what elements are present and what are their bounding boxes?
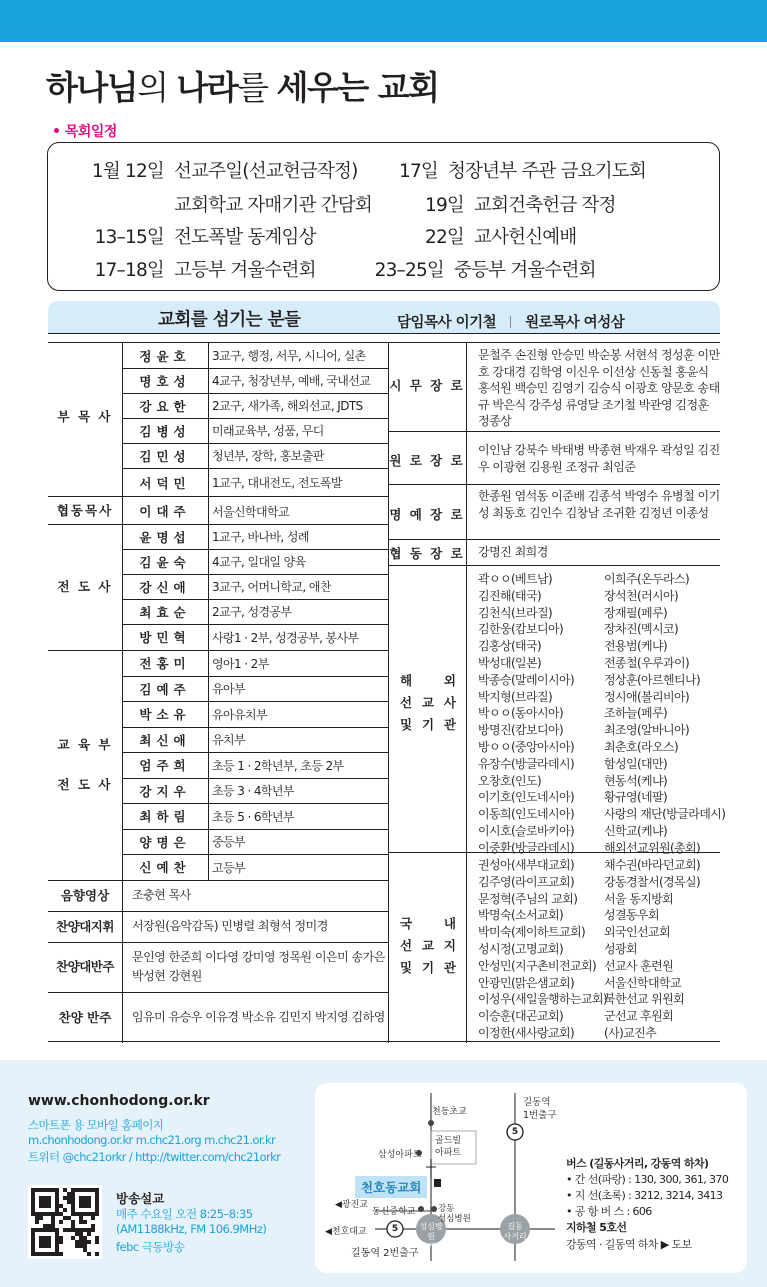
broadcast-title: 방송설교	[116, 1191, 165, 1206]
list-item: 정시애(볼리비아)	[604, 689, 690, 704]
staff-name: 방민혁	[139, 630, 191, 645]
list-item: 이성우(새일울행하는교회)	[478, 992, 608, 1007]
staff-role: 4교구, 청장년부, 예배, 국내선교	[212, 374, 371, 388]
staff-role: 1교구, 바나바, 성례	[212, 530, 309, 544]
list-item: 방명진(캄보디아)	[478, 723, 564, 738]
list-item: 신학교(케냐)	[604, 823, 668, 838]
list-item: 오창호(인도)	[478, 773, 542, 788]
subway-info: 지하철 5호선 강동역 · 길동역 하차 ▶ 도보	[566, 1221, 692, 1251]
divider	[48, 911, 388, 912]
map-label: ◀천호대교	[325, 1227, 367, 1237]
honorary-elders-content: 한종원 염석동 이준배 김종석 박영수 유병철 이기성 최동호 김인수 김창남 조귀환 김정년 이종성	[478, 489, 720, 520]
staff-role: 유치부	[212, 733, 245, 747]
list-item: 황규영(네팔)	[604, 790, 668, 805]
divider	[122, 701, 388, 702]
list-item: 장재필(페루)	[604, 605, 668, 620]
divider	[388, 343, 389, 1043]
schedule-box	[47, 142, 720, 291]
divider	[122, 676, 388, 677]
twitter-link[interactable]: 트위터 @chc21orkr / http://twitter.com/chc21orkr	[28, 1150, 281, 1164]
staff-role: 2교구, 성경공부	[212, 605, 292, 619]
divider	[48, 650, 388, 651]
staff-name: 신예찬	[139, 860, 191, 875]
list-item: 성결동우회	[604, 908, 659, 923]
list-item: 안성민(지구촌비전교회)	[478, 958, 597, 973]
schedule-label: • 목회일정	[52, 124, 117, 140]
list-item: 전종철(우루과이)	[604, 655, 690, 670]
divider	[122, 778, 388, 779]
staff-name: 강지우	[139, 783, 191, 799]
title-part1: 하나님	[46, 68, 138, 107]
mobile-title: 스마트폰 용 모바일 홈페이지	[28, 1118, 164, 1132]
staff-name: 윤명섭	[139, 529, 191, 545]
map-label: 길동역 1번출구	[523, 1097, 557, 1121]
list-item: 최춘호(라오스)	[604, 739, 679, 754]
divider	[122, 624, 388, 625]
schedule-item: 19일 교회건축헌금 작정	[424, 195, 616, 216]
staff-name: 정윤호	[139, 348, 191, 364]
map-exit-number: 5	[391, 1224, 399, 1234]
list-item: 곽ㅇㅇ(베트남)	[478, 572, 553, 586]
divider	[388, 484, 720, 485]
mobile-urls[interactable]: m.chonhodong.or.kr m.chc21.org m.chc21.or.kr	[28, 1133, 276, 1147]
divider	[466, 343, 467, 1043]
divider	[208, 343, 209, 880]
schedule-item: 17–18일 고등부 겨울수련회	[94, 260, 316, 281]
list-item: 전용범(케냐)	[604, 639, 668, 654]
list-item: 이동희(인도네시아)	[478, 807, 575, 822]
bus-info: 버스 (길동사거리, 강동역 하차) • 간 선(파랑) : 130, 300, 361, 370 • 지 선(초록) : 3212, 3214, 3413 • 공 항 버 스 : 606	[566, 1157, 729, 1218]
list-item: 서울신학대학교	[604, 975, 681, 990]
divider	[122, 829, 388, 830]
divider	[122, 854, 388, 855]
list-item: 선교사 훈련원	[604, 958, 674, 973]
list-item: 사랑의 재단(방글라데시)	[604, 807, 726, 822]
list-item: 현동석(케냐)	[604, 773, 668, 788]
category-choir-directors: 찬양대지휘	[56, 918, 114, 934]
list-item: 조하늘(페루)	[604, 706, 668, 721]
list-item: 외국인선교회	[604, 925, 670, 940]
list-item: 박성대(일본)	[478, 655, 542, 670]
category-choir-accompanists: 찬양대반주	[56, 959, 114, 974]
staff-name: 김윤숙	[139, 554, 191, 570]
staff-role: 3교구, 어머니학교, 애찬	[212, 580, 331, 594]
divider	[122, 752, 388, 753]
broadcast-time: 매주 수요일 오전 8:25–8:35	[116, 1207, 253, 1221]
list-item: 이중환(방글라데시)	[478, 840, 575, 855]
schedule-item: 22일 교사헌신예배	[424, 227, 577, 248]
list-item: 박종승(말레이시아)	[478, 672, 575, 687]
staff-name: 엄주희	[139, 758, 191, 773]
music-video-content: 조충현 목사	[132, 888, 191, 902]
map-label: ◀광진교	[335, 1200, 369, 1210]
staff-role: 유아부	[212, 682, 245, 696]
map-label: 골드빌 아파트	[435, 1136, 462, 1158]
schedule-item: 17일 청장년부 주관 금요기도회	[398, 161, 646, 182]
cooperating-elders-content: 강명진 최희경	[478, 545, 548, 559]
list-item: 박지형(브라질)	[478, 689, 553, 704]
category-cooperating-pastor: 협동목사	[56, 503, 114, 518]
staff-name: 강신애	[139, 579, 191, 595]
divider	[122, 343, 123, 1043]
staff-name: 김민성	[139, 448, 191, 464]
staff-name: 최하림	[139, 809, 191, 824]
active-elders-content: 문철주 손진형 안승민 박순봉 서현석 정성훈 이만호 강대경 김학영 이신우 이선상 신동철 홍윤식 홍석원 백승민 김영기 김승식 이광호 양문호 송태규 박은식 강주성 류영달 조기철 박관영 김정훈 정종상	[478, 348, 720, 429]
list-item: 이기호(인도네시아)	[478, 790, 575, 805]
list-item: 정상훈(아르헨티나)	[604, 672, 701, 687]
list-item: 북한선교 위원회	[604, 992, 685, 1007]
list-item: 이희주(온두라스)	[604, 572, 690, 586]
overseas-missions-list	[466, 571, 726, 857]
title-part4: 를	[237, 68, 277, 107]
divider	[122, 599, 388, 600]
map-exit-number: 5	[511, 1127, 519, 1137]
list-item: 군선교 후원회	[604, 1009, 674, 1024]
list-item: 방ㅇㅇ(중앙아시아)	[478, 739, 575, 754]
list-item: 성광회	[604, 941, 637, 956]
divider	[388, 565, 720, 566]
choir-directors-content: 서장원(음악감독) 민병렬 최형석 정미경	[132, 919, 328, 933]
list-item: 문정혁(주님의 교회)	[478, 891, 578, 906]
staff-table	[48, 342, 726, 1042]
category-associate-pastors: 부 목 사	[57, 409, 113, 424]
staff-role: 서울신학대학교	[212, 504, 289, 519]
page-title	[46, 62, 439, 109]
category-domestic-missions: 국 내 선 교 지 및 기 관	[400, 916, 456, 975]
staff-role: 중등부	[212, 835, 245, 849]
title-part3: 나라	[176, 68, 238, 107]
schedule-item: 1월 12일 선교주일(선교헌금작정)	[91, 161, 358, 182]
map-label: 삼성아파트	[378, 1150, 422, 1160]
category-honorary-elders: 명 예 장 로	[389, 506, 465, 522]
list-item: 김홍상(태국)	[478, 639, 542, 654]
title-part5: 세우는 교회	[276, 68, 439, 107]
emeritus-pastor: 원로목사 여성삼	[525, 315, 625, 331]
church-marker-icon	[434, 1179, 441, 1187]
divider	[122, 418, 388, 419]
staff-role: 4교구, 일대일 양육	[212, 555, 306, 569]
divider	[388, 431, 720, 432]
staff-name: 박소유	[139, 707, 191, 722]
map-dot	[418, 1206, 424, 1212]
staff-role: 고등부	[212, 860, 245, 875]
list-item: 함성일(대만)	[604, 756, 668, 771]
staff-name: 이대주	[139, 504, 191, 519]
map-label: 길동역 2번출구	[351, 1248, 419, 1259]
list-item: 박ㅇㅇ(동아시아)	[478, 706, 564, 721]
divider	[122, 468, 388, 469]
staff-role: 미래교육부, 성품, 무디	[212, 424, 324, 438]
website-link[interactable]: www.chonhodong.or.kr	[28, 1093, 210, 1109]
divider	[388, 539, 720, 540]
divider	[122, 443, 388, 444]
staff-role: 초등 1 · 2학년부, 초등 2부	[212, 758, 344, 773]
staff-role: 청년부, 장학, 홍보출판	[212, 449, 324, 463]
domestic-missions-list	[466, 857, 720, 1042]
staff-name: 최신애	[139, 732, 191, 748]
map-dot	[428, 1120, 434, 1126]
divider	[48, 524, 388, 525]
divider	[122, 727, 388, 728]
staff-name: 김예주	[139, 681, 191, 697]
schedule-item: 13–15일 전도폭발 동계임상	[94, 227, 316, 248]
category-praise-accompanists: 찬양 반주	[58, 1009, 112, 1025]
map-junction-label: 길동 사거리	[503, 1222, 527, 1241]
divider	[122, 803, 388, 804]
divider	[122, 574, 388, 575]
staff-role: 유아유치부	[212, 707, 267, 722]
title-part2: 의	[137, 68, 177, 107]
staff-role: 1교구, 대내전도, 전도폭발	[212, 476, 342, 490]
list-item: 김진해(태국)	[478, 588, 542, 603]
staff-name: 서덕민	[139, 475, 191, 491]
staff-name: 전홍미	[139, 656, 191, 671]
staff-role: 초등 3 · 4학년부	[212, 784, 294, 798]
map-label: 천동초교	[432, 1107, 467, 1117]
divider	[122, 368, 388, 369]
list-item: 장석천(러시아)	[604, 588, 679, 603]
staff-role: 영아1 · 2부	[212, 656, 269, 671]
list-item: 유장수(방글라데시)	[478, 756, 575, 771]
list-item: 해외선교위원(총회)	[604, 840, 701, 855]
divider	[48, 496, 388, 497]
list-item: 김한웅(캄보디아)	[478, 622, 564, 637]
choir-accompanists-content: 문인영 한준희 이다영 강미영 정목원 이은미 송가은 박성현 강현원	[132, 950, 385, 983]
retired-elders-content: 이인남 강북수 박태병 박종현 박재우 곽성일 김진우 이광현 김용원 조정규 최임준	[478, 443, 720, 474]
list-item: 장차진(멕시코)	[604, 622, 679, 637]
pastor-info	[397, 311, 624, 332]
list-item: 박미숙(제이하트교회)	[478, 925, 586, 940]
staff-role: 초등 5 · 6학년부	[212, 809, 294, 824]
praise-accompanists-content: 임유미 유승우 이유경 박소유 김민지 박지영 김하영	[132, 1010, 385, 1024]
list-item: 이승훈(대곤교회)	[478, 1009, 564, 1024]
map-dot	[431, 1206, 437, 1212]
list-item: 최조영(알바니아)	[604, 723, 690, 738]
map-junction-label: 성심병원 사거리	[419, 1222, 443, 1251]
list-item: 성시정(고명교회)	[478, 941, 564, 956]
category-education: 교 육 부 전 도 사	[57, 737, 113, 792]
staff-name: 최효순	[139, 604, 191, 620]
broadcast-station: febc 극동방송	[116, 1240, 185, 1254]
list-item: 박명숙(소서교회)	[478, 908, 564, 923]
category-retired-elders: 원 로 장 로	[389, 453, 465, 468]
list-item: 채수권(바라던교회)	[604, 858, 701, 872]
staff-name: 강요한	[139, 398, 191, 414]
top-color-band	[0, 0, 767, 42]
category-overseas-missions: 해 외 선 교 사 및 기 관	[400, 673, 456, 732]
divider	[48, 880, 388, 881]
divider	[388, 852, 720, 853]
divider	[48, 992, 388, 993]
category-cooperating-elders: 협 동 장 로	[389, 545, 465, 561]
category-music-video: 음향영상	[60, 887, 110, 903]
qr-code-icon	[28, 1185, 102, 1259]
staff-name: 명호성	[139, 373, 191, 389]
broadcast-frequency: (AM1188kHz, FM 106.9MHz)	[116, 1222, 267, 1236]
staff-name: 김병성	[139, 423, 191, 439]
map-label: 강동 성심병원	[438, 1204, 471, 1224]
list-item: (사)교진추	[604, 1025, 657, 1040]
staff-name: 양명은	[139, 834, 191, 850]
divider	[122, 393, 388, 394]
list-item: 이정한(새사랑교회)	[478, 1025, 575, 1040]
staff-title: 교회를 섬기는 분들	[158, 310, 301, 330]
staff-role: 3교구, 행정, 서무, 시니어, 실촌	[212, 349, 366, 363]
category-active-elders: 시 무 장 로	[389, 377, 465, 393]
list-item: 안광민(맑은샘교회)	[478, 975, 575, 990]
schedule-item: 23–25일 중등부 겨울수련회	[374, 260, 596, 281]
list-item: 서울 동지방회	[604, 891, 674, 906]
list-item: 김주영(라이프교회)	[478, 874, 575, 889]
church-label: 천호동교회	[355, 1176, 427, 1198]
list-item: 강동경찰서(경목실)	[604, 874, 701, 889]
divider	[122, 549, 388, 550]
staff-role: 사랑1 · 2부, 성경공부, 봉사부	[212, 630, 359, 645]
schedule-item: 교회학교 자매기관 간담회	[174, 195, 372, 216]
category-evangelists: 전 도 사	[57, 579, 113, 594]
list-item: 김천식(브라질)	[478, 605, 553, 620]
staff-role: 2교구, 새가족, 해외선교, JDTS	[212, 399, 363, 413]
separator	[510, 316, 511, 328]
map-label: 동신중학교	[372, 1207, 416, 1217]
list-item: 이시호(슬로바키아)	[478, 823, 575, 838]
divider	[48, 942, 388, 943]
list-item: 권성아(새부대교회)	[478, 858, 575, 872]
senior-pastor: 담임목사 이기철	[397, 315, 497, 331]
